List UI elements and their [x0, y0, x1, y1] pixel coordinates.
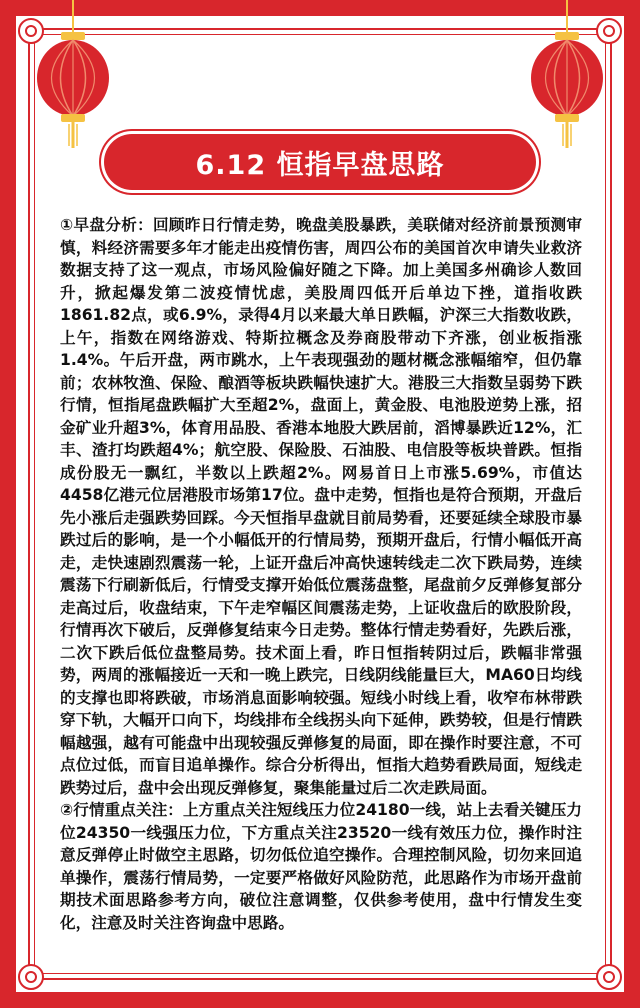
page-title: 6.12 恒指早盘思路	[195, 149, 445, 181]
article-body	[60, 214, 582, 934]
lantern-icon	[28, 0, 118, 150]
section-morning-analysis: ①早盘分析：回顾昨日行情走势，晚盘美股暴跌，美联储对经济前景预测审慎，料经济需要多年才能走出疫情伤害，周四公布的美国首次申请失业救济数据支持了这一观点，市场风险偏好随之下降。加上美国多州确诊人数回升，掀起爆发第二波疫情忧虑，美股周四低开后单边下挫，道指收跌1861.82点，或6.9%，录得4月以来最大单日跌幅，沪深三大指数收跌，上午，指数在网络游戏、特斯拉概念及券商股带动下齐涨，创业板指涨1.4%。午后开盘，两市跳水，上午表现强劲的题材概念涨幅缩窄，但仍靠前；农林牧渔、保险、酿酒等板块跌幅快速扩大。港股三大指数呈弱势下跌行情，恒指尾盘跌幅扩大至超2%，盘面上，黄金股、电池股逆势上涨，招金矿业升超3%，体育用品股、香港本地股大跌居前，滔博暴跌近12%，汇丰、渣打均跌超4%；航空股、保险股、石油股、电信股等板块普跌。恒指成份股无一飘红，半数以上跌超2%。网易首日上市涨5.69%，市值达4458亿港元位居港股市场第17位。盘中走势，恒指也是符合预期，开盘后先小涨后走强跌势回踩。今天恒指早盘就目前局势看，还要延续全球股市暴跌过后的影响，是一个小幅低开的行情局势，预期开盘后，行情小幅低开高走，走快速剧烈震荡一轮，上证开盘后冲高快速转线走二次下跌局势，连续震荡下行刷新低后，行情受支撑开始低位震荡盘整，尾盘前夕反弹修复部分走高过后，收盘结束，下午走窄幅区间震荡走势，上证收盘后的欧股阶段，行情再次下破后，反弹修复结束今日走势。整体行情走势看好，先跌后涨，二次下跌后低位盘整局势。技术面上看，昨日恒指转阴过后，跌幅非常强势，两周的涨幅接近一天和一晚上跌完，日线阴线能量巨大，MA60日均线的支撑也即将跌破，市场消息面影响较强。短线小时线上看，收窄布林带跌穿下轨，大幅开口向下，均线排布全线拐头向下延伸，跌势较，但是行情跌幅越强，越有可能盘中出现较强反弹修复的局面，即在操作时要注意，不可点位过低，而盲目追单操作。综合分析得出，恒指大趋势看跌局面，短线走跌势过后，盘中会出现反弹修复，聚集能量过后二次走跌局面。	[60, 216, 582, 797]
lantern-icon	[522, 0, 612, 150]
corner-ornament-icon	[18, 964, 44, 990]
section-key-focus: ②行情重点关注：上方重点关注短线压力位24180一线，站上去看关键压力位24350一线强压力位，下方重点关注23520一线有效压力位，操作时注意反弹停止时做空主思路，切勿低位追空操作。合理控制风险，切勿来回追单操作，震荡行情局势，一定要严格做好风险防范，此思路作为市场开盘前期技术面思路参考方向，破位注意调整，仅供参考使用，盘中行情发生变化，注意及时关注咨询盘中思路。	[60, 801, 582, 932]
title-banner	[104, 134, 536, 190]
corner-ornament-icon	[596, 964, 622, 990]
